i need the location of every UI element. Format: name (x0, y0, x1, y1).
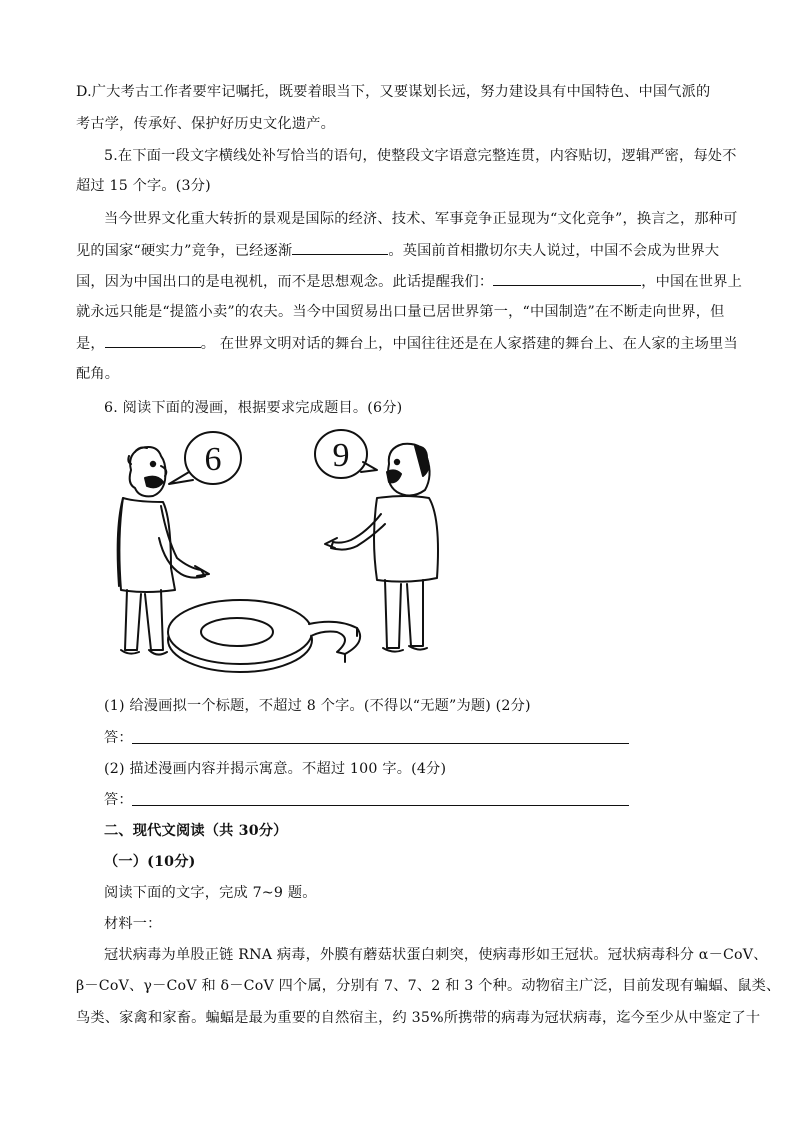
answer-1-line[interactable] (132, 743, 629, 744)
question-5-prompt-cont: 超过 15 个字。(3分) (76, 178, 211, 194)
right-bubble-text: 9 (332, 437, 350, 474)
answer-2-line[interactable] (132, 805, 629, 806)
option-d-line1: D.广大考古工作者要牢记嘱托，既要着眼当下，又要谋划长远，努力建设具有中国特色、中国气派的 (76, 84, 711, 100)
floor-number-shape (168, 600, 360, 672)
blank-1[interactable] (292, 240, 388, 255)
passage-line-4: 就永远只能是“提篮小卖”的农夫。当今中国贸易出口量已居世界第一，“中国制造”在不断走向世界，但 (76, 304, 725, 320)
section-2-heading: 二、现代文阅读（共 30分） (104, 823, 288, 839)
passage-text: 见的国家“硬实力”竞争，已经逐渐 (76, 243, 293, 259)
blank-2[interactable] (493, 271, 641, 286)
option-d-line2: 考古学，传承好、保护好历史文化遗产。 (76, 116, 335, 132)
passage-line-1: 当今世界文化重大转折的景观是国际的经济、技术、军事竞争正显现为“文化竞争”，换言之，那种可 (104, 211, 738, 227)
left-bubble-text: 6 (204, 441, 222, 478)
passage-text: 。 在世界文明对话的舞台上，中国往往还是在人家搭建的舞台上、在人家的主场里当 (200, 336, 738, 352)
subsection-1-heading: （一）(10分) (104, 854, 196, 870)
sub-question-1: (1) 给漫画拟一个标题，不超过 8 个字。(不得以“无题”为题) (2分) (104, 698, 531, 714)
material-1-line-2: β－CoV、γ－CoV 和 δ－CoV 四个属，分别有 7、7、2 和 3 个种。动物宿主广泛，目前发现有蝙蝠、鼠类、 (76, 978, 781, 994)
question-5-prompt: 5.在下面一段文字横线处补写恰当的语句，使整段文字语意完整连贯，内容贴切，逻辑严密，每处不 (104, 148, 737, 164)
material-1-line-3: 鸟类、家禽和家畜。蝙蝠是最为重要的自然宿主，约 35%所携带的病毒为冠状病毒，迄今至少从中鉴定了十 (76, 1010, 761, 1026)
passage-line-2 (76, 240, 726, 261)
passage-text: 是， (76, 336, 105, 352)
question-6-prompt: 6. 阅读下面的漫画，根据要求完成题目。(6分) (104, 400, 403, 416)
answer-1-label: 答： (104, 730, 133, 746)
comic-illustration (105, 418, 450, 680)
passage-line-5 (76, 333, 738, 354)
material-1-label: 材料一： (104, 916, 162, 932)
passage-text: 国，因为中国出口的是电视机，而不是思想观念。此话提醒我们： (76, 274, 494, 290)
reading-instruction: 阅读下面的文字，完成 7~9 题。 (104, 885, 317, 901)
passage-text: ，中国在世界上 (641, 274, 742, 290)
material-1-line-1: 冠状病毒为单股正链 RNA 病毒，外膜有蘑菇状蛋白刺突，使病毒形如王冠状。冠状病毒科分 α－CoV、 (104, 947, 768, 963)
blank-3[interactable] (105, 333, 201, 348)
passage-text: 。英国前首相撒切尔夫人说过，中国不会成为世界大 (388, 243, 720, 259)
passage-line-6: 配角。 (76, 366, 120, 382)
passage-line-3 (76, 271, 742, 292)
sub-question-2: (2) 描述漫画内容并揭示寓意。不超过 100 字。(4分) (104, 761, 447, 777)
answer-2-label: 答： (104, 792, 133, 808)
